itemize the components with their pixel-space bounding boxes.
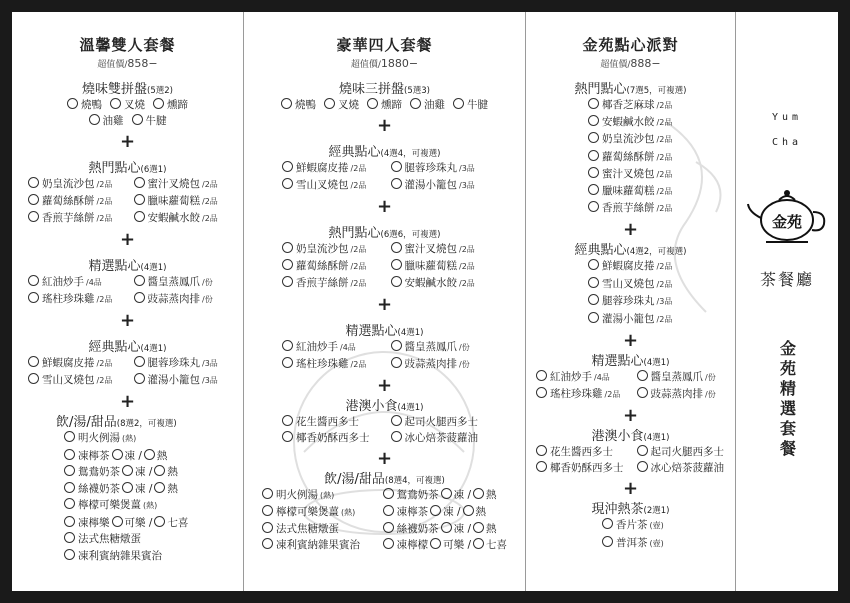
set1-classic-dimsum-options	[12, 355, 243, 389]
teapot-logo-icon	[746, 182, 828, 252]
set2-drinks-options	[244, 487, 525, 553]
option-item[interactable]: 醬皇蒸鳳爪 /份	[637, 369, 726, 386]
option-item[interactable]: 鴛鴦奶茶 凍 / 熱	[383, 487, 507, 504]
plus-sign: +	[622, 330, 639, 352]
option-item[interactable]: 紅油炒手 /4品	[28, 274, 122, 291]
price-value: 858−	[127, 57, 158, 70]
option-item[interactable]: 鮮蝦腐皮捲 /2品	[588, 258, 731, 276]
plus-sign: +	[622, 405, 639, 427]
price-label: 超值價/	[97, 60, 128, 70]
set2-price	[244, 57, 525, 70]
option-item[interactable]: 冰心焙茶菠蘿油	[637, 460, 726, 476]
set3-price	[526, 57, 735, 70]
plus-sign: +	[119, 229, 136, 250]
logo-text: 金苑	[771, 213, 803, 231]
option-item[interactable]: 醬皇蒸鳳爪 /份	[134, 274, 228, 291]
set1-classic-dimsum-heading: 經典點心(4選1)	[88, 340, 167, 355]
set2-drinks-heading: 飲/湯/甜品(8選4，可複選)	[324, 472, 445, 487]
option-item[interactable]: 明火例湯 (熱)	[262, 487, 371, 504]
price-label: 超值價/	[600, 60, 631, 70]
option-item[interactable]: 起司火腿西多士	[637, 444, 726, 460]
option-item[interactable]: 凍檸檬 可樂 / 七喜	[383, 537, 507, 553]
plus-sign: +	[376, 294, 393, 315]
set2-roast-options	[244, 97, 525, 113]
option-item[interactable]: 紅油炒手 /4品	[536, 369, 625, 386]
option-item[interactable]: 法式焦糖燉蛋	[262, 521, 371, 537]
option-item[interactable]: 椰香芝麻球 /2品	[588, 97, 731, 114]
option-item[interactable]: 蘿蔔絲酥餅 /2品	[282, 258, 379, 275]
option-item[interactable]: 腿蓉珍珠丸 /3品	[391, 160, 488, 177]
option-pork-knuckle[interactable]: 燻蹄	[367, 97, 402, 113]
set3-snacks-heading: 港澳小食(4選1)	[591, 429, 670, 445]
option-item[interactable]: 灌湯小籠包 /3品	[134, 372, 228, 389]
set1-roast-options-b	[12, 113, 243, 129]
set2-snacks-heading: 港澳小食(4選1)	[345, 399, 424, 414]
option-char-siu[interactable]: 叉燒	[110, 97, 145, 113]
set2-hot-dimsum-heading: 熱門點心(6選6，可複選)	[328, 226, 441, 241]
set2-select-dimsum-options	[244, 339, 525, 373]
option-item[interactable]: 凍利賓納雜果賓治	[64, 548, 239, 565]
option-item[interactable]: 灌湯小籠包 /3品	[391, 177, 488, 194]
option-item[interactable]: 蘿蔔絲酥餅 /2品	[28, 193, 122, 210]
set2-snacks-options	[244, 414, 525, 446]
option-item[interactable]: 蘿蔔絲酥餅 /2品	[588, 149, 731, 166]
option-item[interactable]: 臘味蘿蔔糕 /2品	[391, 258, 488, 275]
option-item[interactable]: 腿蓉珍珠丸 /3品	[588, 293, 731, 311]
menu-vertical-title: 金苑精選套餐	[777, 340, 797, 460]
set1-roast-heading: 燒味雙拼盤(5選2)	[82, 82, 173, 97]
plus-sign: +	[622, 478, 639, 500]
option-item[interactable]: 鮮蝦腐皮捲 /2品	[28, 355, 122, 372]
option-item[interactable]: 豉蒜蒸肉排 /份	[391, 356, 488, 373]
plus-sign: +	[376, 448, 393, 469]
option-item[interactable]: 雪山叉燒包 /2品	[282, 177, 379, 194]
option-beef-shank[interactable]: 牛腱	[453, 97, 488, 113]
set3-panel	[526, 12, 736, 591]
set2-classic-dimsum-heading: 經典點心(4選4，可複選)	[328, 145, 441, 160]
option-item[interactable]: 香煎芋絲餅 /2品	[588, 200, 731, 217]
option-item[interactable]: 絲襪奶茶 凍 / 熱	[383, 521, 507, 537]
set3-tea-options	[526, 517, 735, 552]
option-item[interactable]: 臘味蘿蔔糕 /2品	[134, 193, 228, 210]
set1-roast-options-a	[12, 97, 243, 113]
option-item[interactable]: 奶皇流沙包 /2品	[588, 131, 731, 148]
set3-hot-dimsum-options	[526, 97, 735, 217]
set2-roast-heading: 燒味三拼盤(5選3)	[339, 82, 430, 97]
option-item[interactable]: 蜜汁叉燒包 /2品	[134, 176, 228, 193]
set1-drinks-options	[12, 430, 243, 564]
menu-page	[12, 12, 838, 591]
option-roast-duck[interactable]: 燒鴨	[67, 97, 102, 113]
set3-hot-dimsum-heading: 熱門點心(7選5，可複選)	[574, 82, 687, 97]
set3-classic-dimsum-options	[526, 258, 735, 328]
option-item[interactable]: 奶皇流沙包 /2品	[282, 241, 379, 258]
option-item[interactable]: 鴛鴦奶茶 凍 / 熱	[64, 464, 239, 481]
option-item[interactable]: 灌湯小籠包 /2品	[588, 311, 731, 329]
option-item[interactable]: 紅油炒手 /4品	[282, 339, 379, 356]
plus-sign: +	[376, 375, 393, 396]
option-item[interactable]: 鮮蝦腐皮捲 /2品	[282, 160, 379, 177]
price-value: 888−	[630, 57, 661, 70]
option-item[interactable]: 凍利賓納雜果賓治	[262, 537, 371, 553]
option-item[interactable]: 椰香奶酥西多士	[536, 460, 625, 476]
plus-sign: +	[376, 196, 393, 217]
brand-name: 茶餐廳	[759, 270, 814, 289]
option-item[interactable]: 香煎芋絲餅 /2品	[282, 275, 379, 292]
set1-select-dimsum-heading: 精選點心(4選1)	[88, 259, 167, 274]
plus-sign: +	[622, 219, 639, 241]
option-item[interactable]: 雪山叉燒包 /2品	[28, 372, 122, 389]
option-item[interactable]: 絲襪奶茶 凍 / 熱	[64, 481, 239, 498]
set1-price	[12, 57, 243, 70]
plus-sign: +	[119, 131, 136, 152]
option-item[interactable]: 安蝦鹹水餃 /2品	[588, 114, 731, 131]
option-item[interactable]: 花生醬西多士	[536, 444, 625, 460]
option-item[interactable]: 檸檬可樂煲薑 (熱)	[64, 497, 239, 515]
option-item[interactable]: 凍檸樂 可樂 / 七喜	[64, 515, 239, 532]
set1-select-dimsum-options	[12, 274, 243, 308]
option-item[interactable]: 椰香奶酥西多士	[282, 430, 379, 446]
option-item[interactable]: 安蝦鹹水餃 /2品	[134, 210, 228, 227]
set2-panel	[244, 12, 526, 591]
option-item[interactable]: 雪山叉燒包 /2品	[588, 276, 731, 294]
plus-sign: +	[376, 115, 393, 136]
set1-panel	[12, 12, 244, 591]
price-label: 超值價/	[350, 60, 381, 70]
option-item[interactable]: 凍檸茶 凍 / 熱	[64, 448, 239, 465]
option-item[interactable]: 瑤柱珍珠雞 /2品	[282, 356, 379, 373]
plus-sign: +	[119, 391, 136, 412]
option-item[interactable]: 花生醬西多士	[282, 414, 379, 430]
option-item[interactable]: 豉蒜蒸肉排 /份	[134, 291, 228, 308]
set2-select-dimsum-heading: 精選點心(4選1)	[345, 324, 424, 339]
option-pork-knuckle[interactable]: 燻蹄	[153, 97, 188, 113]
option-item[interactable]: 瑤柱珍珠雞 /2品	[28, 291, 122, 308]
option-item[interactable]: 香煎芋絲餅 /2品	[28, 210, 122, 227]
option-item[interactable]: 安蝦鹹水餃 /2品	[391, 275, 488, 292]
option-char-siu[interactable]: 叉燒	[324, 97, 359, 113]
set3-tea-heading: 現沖熱茶(2選1)	[591, 502, 670, 518]
option-item[interactable]: 明火例湯 (熱)	[64, 430, 239, 448]
option-beef-shank[interactable]: 牛腱	[132, 113, 167, 129]
set2-classic-dimsum-options	[244, 160, 525, 194]
option-soy-chicken[interactable]: 油雞	[89, 113, 124, 129]
option-item[interactable]: 檸檬可樂煲薑 (熱)	[262, 504, 371, 521]
option-item[interactable]: 冰心焙茶菠蘿油	[391, 430, 488, 446]
set1-hot-dimsum-options	[12, 176, 243, 227]
option-soy-chicken[interactable]: 油雞	[410, 97, 445, 113]
brand-panel	[736, 12, 838, 591]
brand-english-line1: Yum	[771, 112, 803, 123]
set3-select-dimsum-heading: 精選點心(4選1)	[591, 354, 670, 370]
option-item[interactable]: 蜜汁叉燒包 /2品	[588, 166, 731, 183]
option-item[interactable]: 醬皇蒸鳳爪 /份	[391, 339, 488, 356]
set1-title: 溫馨雙人套餐	[79, 36, 176, 54]
set2-title: 豪華四人套餐	[336, 36, 433, 54]
set2-hot-dimsum-options	[244, 241, 525, 292]
option-item[interactable]: 瑤柱珍珠雞 /2品	[536, 386, 625, 403]
option-roast-duck[interactable]: 燒鴨	[281, 97, 316, 113]
option-item[interactable]: 蜜汁叉燒包 /2品	[391, 241, 488, 258]
set3-select-dimsum-options	[526, 369, 735, 403]
set1-drinks-heading: 飲/湯/甜品(8選2，可複選)	[56, 415, 177, 430]
brand-english-line2: Cha	[771, 137, 803, 148]
plus-sign: +	[119, 310, 136, 331]
option-item[interactable]: 起司火腿西多士	[391, 414, 488, 430]
option-item[interactable]: 香片茶 (壺)	[602, 517, 731, 535]
set3-title: 金苑點心派對	[582, 36, 679, 54]
set3-classic-dimsum-heading: 經典點心(4選2，可複選)	[574, 243, 687, 259]
option-item[interactable]: 凍檸茶 凍 / 熱	[383, 504, 507, 521]
option-item[interactable]: 法式焦糖燉蛋	[64, 531, 239, 548]
option-item[interactable]: 腿蓉珍珠丸 /3品	[134, 355, 228, 372]
option-item[interactable]: 豉蒜蒸肉排 /份	[637, 386, 726, 403]
option-item[interactable]: 臘味蘿蔔糕 /2品	[588, 183, 731, 200]
price-value: 1880−	[380, 57, 419, 70]
set1-hot-dimsum-heading: 熱門點心(6選1)	[88, 161, 167, 176]
option-item[interactable]: 普洱茶 (壺)	[602, 535, 731, 553]
set3-snacks-options	[526, 444, 735, 476]
option-item[interactable]: 奶皇流沙包 /2品	[28, 176, 122, 193]
